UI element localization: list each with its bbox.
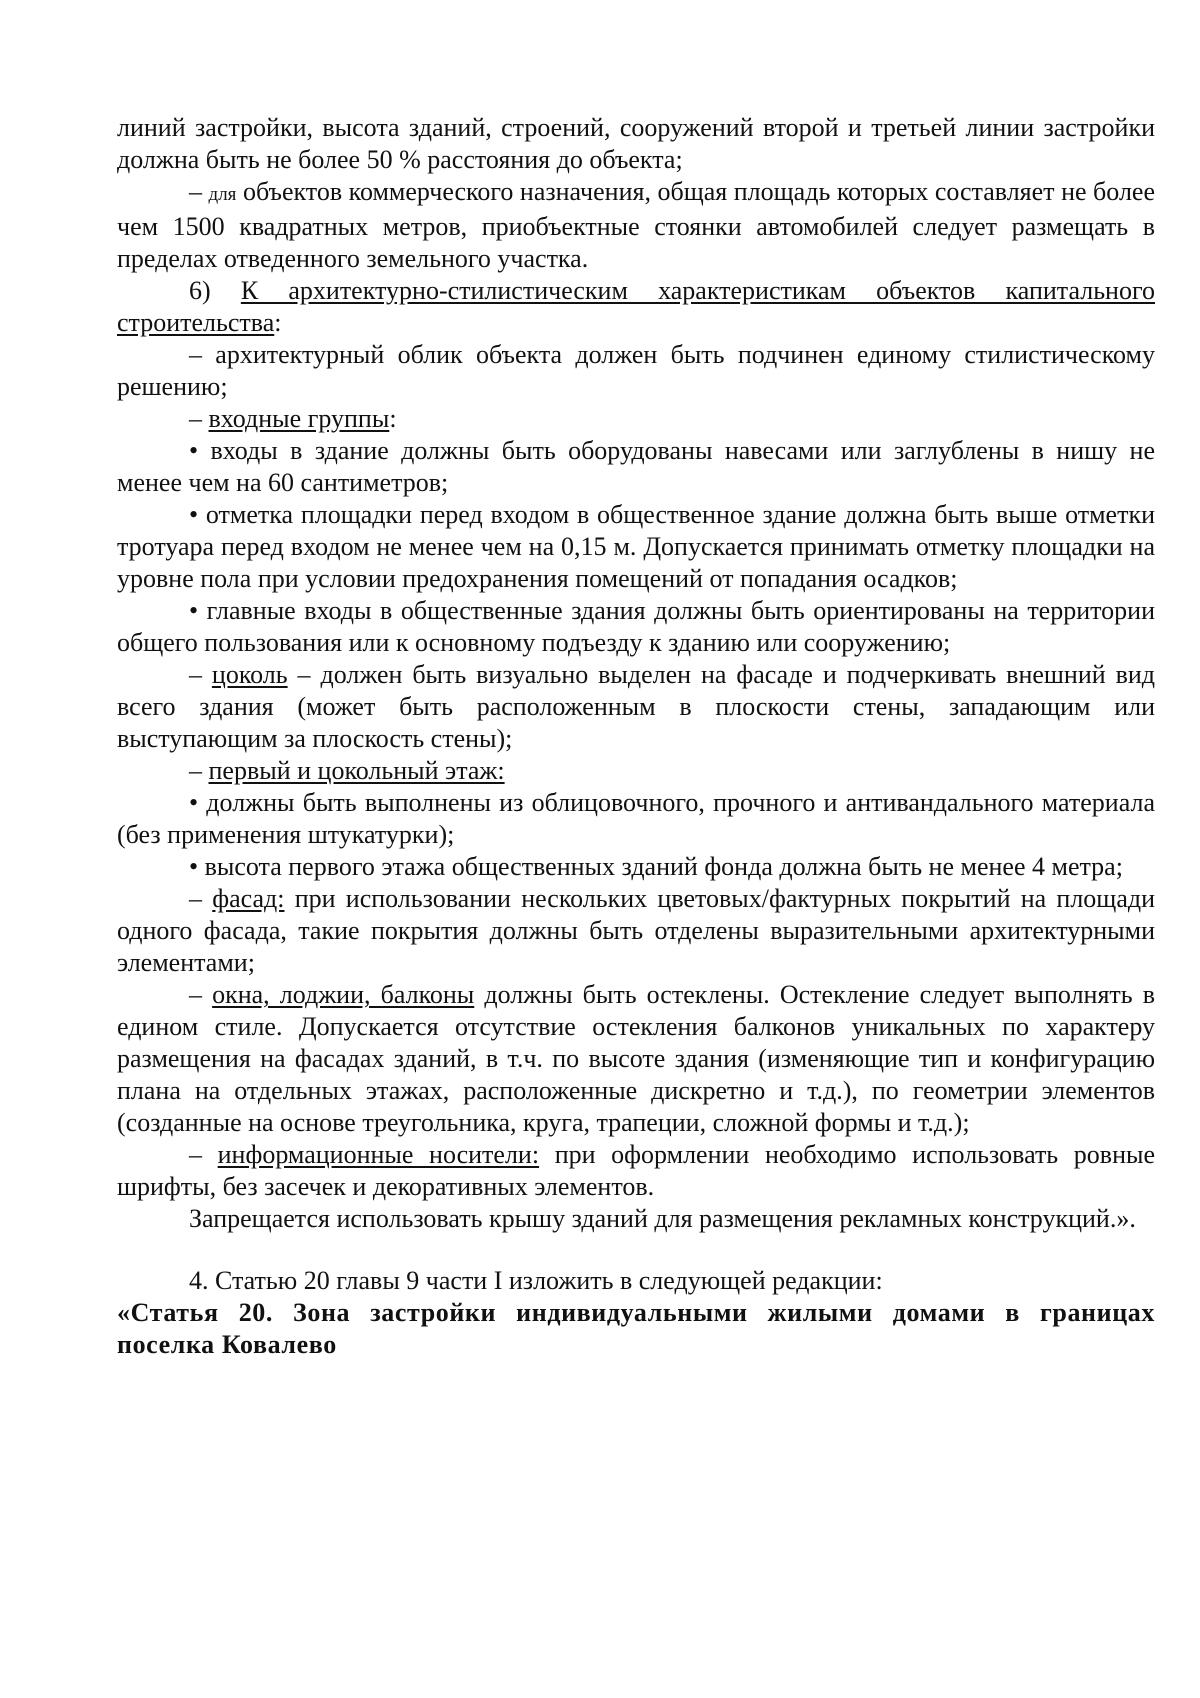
dash: – — [189, 980, 213, 1009]
underlined-term: окна, лоджии, балконы — [212, 980, 475, 1009]
paragraph-section-6 — [117, 275, 1155, 339]
bullet-first-floor-height: • высота первого этажа общественных зданий фонда должна быть не менее 4 метра; — [189, 852, 1123, 881]
colon: : — [274, 308, 282, 337]
paragraph-information-carriers — [117, 1139, 1155, 1203]
spacer — [117, 1235, 1155, 1265]
bullet-main-entrances: • главные входы в общественные здания должны быть ориентированы на территории общего пользования или к основному подъезду к зданию или сооружению; — [117, 596, 1155, 657]
paragraph-plinth — [117, 659, 1155, 755]
dash: – — [189, 756, 209, 785]
bullet-entrances-canopies: • входы в здание должны быть оборудованы навесами или заглублены в нишу не менее чем на 60 сантиметров; — [117, 436, 1155, 497]
underlined-term: входные группы — [208, 404, 390, 433]
paragraph-roof-advertising: Запрещается использовать крышу зданий для размещения рекламных конструкций.». — [189, 1204, 1136, 1233]
paragraph-text: при использовании нескольких цветовых/фактурных покрытий на площади одного фасада, такие покрытия должны быть отделены выразительными архитектурными элементами; — [117, 884, 1156, 977]
article-heading: «Статья 20. Зона застройки индивидуальными жилыми домами в границах поселка Ковалево — [117, 1298, 1155, 1359]
paragraph-commercial-parking — [117, 176, 1155, 275]
paragraph-first-floor — [117, 755, 1155, 787]
paragraph-windows-balconies — [117, 979, 1155, 1139]
document-page — [117, 112, 1155, 1361]
underlined-heading: К архитектурно-стилистическим характеристикам объектов капитального строительства — [117, 276, 1155, 337]
paragraph-article-20-amendment: 4. Статью 20 главы 9 части I изложить в следующей редакции: — [189, 1266, 883, 1295]
bullet-facing-material: • должны быть выполнены из облицовочного, прочного и антивандального материала (без применения штукатурки); — [117, 788, 1155, 849]
underlined-term: цоколь — [211, 660, 288, 689]
small-word: для — [208, 184, 237, 205]
paragraph-text: – должен быть визуально выделен на фасаде и подчеркивать внешний вид всего здания (может быть расположенным в плоскости стены, западающим или выступающим за плоскость стены); — [117, 660, 1156, 753]
item-number: 6) — [189, 276, 241, 305]
paragraph-text: объектов коммерческого назначения, общая площадь которых составляет не более чем 1500 квадратных метров, приобъектные стоянки автомобилей следует размещать в пределах отведенного земельного участка. — [117, 177, 1155, 273]
paragraph-text: при оформлении необходимо использовать ровные шрифты, без засечек и декоративных элементов. — [117, 1140, 1155, 1201]
bullet-entrance-level: • отметка площадки перед входом в общественное здание должна быть выше отметки тротуара перед входом не менее чем на 0,15 м. Допускается принимать отметку площадки на уровне пола при условии предохранения помещений от попадания осадков; — [117, 500, 1155, 593]
dash: – — [189, 884, 213, 913]
paragraph-facade — [117, 883, 1155, 979]
paragraph-entrance-groups — [117, 403, 1155, 435]
dash: – — [189, 1140, 218, 1169]
paragraph-height-limit: линий застройки, высота зданий, строений, сооружений второй и третьей линии застройки должна быть не более 50 % расстояния до объекта; — [117, 113, 1155, 174]
underlined-term: информационные носители: — [217, 1140, 540, 1169]
colon: : — [389, 404, 397, 433]
underlined-term: фасад: — [212, 884, 285, 913]
paragraph-text: должны быть остеклены. Остекление следует выполнять в едином стиле. Допускается отсутствие остекления балконов уникальных по характеру размещения на фасадах зданий, в т.ч. по высоте здания (изменяющие тип и конфигурацию плана на отдельных этажах, расположенные дискретно и т.д.), по геометрии элементов (созданные на основе треугольника, круга, трапеции, сложной формы и т.д.); — [117, 980, 1156, 1137]
dash: – — [189, 660, 212, 689]
dash: – — [189, 404, 209, 433]
paragraph-architectural-style: – архитектурный облик объекта должен быть подчинен единому стилистическому решению; — [117, 340, 1155, 401]
dash: – — [189, 177, 209, 206]
underlined-term: первый и цокольный этаж: — [208, 756, 505, 785]
